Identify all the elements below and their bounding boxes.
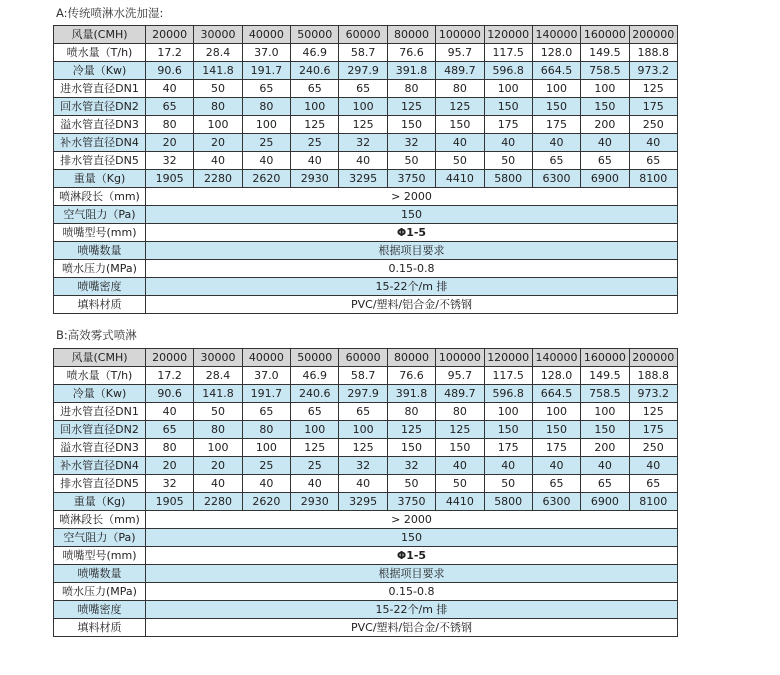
data-cell: 100: [339, 421, 387, 439]
data-cell: 32: [339, 457, 387, 475]
row-label: 冷量（Kw): [54, 62, 146, 80]
data-cell: 758.5: [581, 62, 629, 80]
row-label: 溢水管直径DN3: [54, 439, 146, 457]
data-cell: 100: [194, 116, 242, 134]
data-cell: 200: [581, 439, 629, 457]
span-value: Φ1-5: [146, 224, 678, 242]
data-cell: 2280: [194, 493, 242, 511]
data-cell: 32: [387, 457, 435, 475]
span-row: [54, 619, 678, 637]
data-cell: 150: [581, 98, 629, 116]
data-cell: 40: [339, 152, 387, 170]
data-cell: 100: [484, 403, 532, 421]
data-cell: 80: [387, 403, 435, 421]
data-cell: 76.6: [387, 367, 435, 385]
data-cell: 65: [291, 403, 339, 421]
data-cell: 8100: [629, 493, 677, 511]
span-label: 喷水压力(MPa): [54, 583, 146, 601]
data-cell: 2620: [242, 493, 290, 511]
data-cell: 149.5: [581, 44, 629, 62]
data-cell: 80: [387, 80, 435, 98]
data-cell: 28.4: [194, 367, 242, 385]
data-cell: 40: [629, 457, 677, 475]
span-row: [54, 511, 678, 529]
data-cell: 150: [436, 116, 484, 134]
data-cell: 191.7: [242, 385, 290, 403]
table-row: [54, 98, 678, 116]
data-cell: 664.5: [532, 385, 580, 403]
span-row: [54, 188, 678, 206]
data-cell: 40: [436, 134, 484, 152]
data-cell: 250: [629, 439, 677, 457]
header-cell: 160000: [581, 26, 629, 44]
data-cell: 80: [436, 80, 484, 98]
data-cell: 50: [484, 475, 532, 493]
data-cell: 6900: [581, 170, 629, 188]
table-row: [54, 367, 678, 385]
row-label: 补水管直径DN4: [54, 457, 146, 475]
span-label: 填料材质: [54, 619, 146, 637]
span-row: [54, 224, 678, 242]
data-cell: 80: [242, 421, 290, 439]
data-cell: 46.9: [291, 44, 339, 62]
data-cell: 32: [146, 152, 194, 170]
data-cell: 65: [629, 152, 677, 170]
data-cell: 25: [242, 134, 290, 152]
data-cell: 80: [436, 403, 484, 421]
data-cell: 65: [339, 403, 387, 421]
table-row: [54, 44, 678, 62]
data-cell: 141.8: [194, 62, 242, 80]
data-cell: 125: [291, 439, 339, 457]
span-value: 15-22个/m 排: [146, 601, 678, 619]
header-cell: 50000: [291, 26, 339, 44]
header-cell: 60000: [339, 349, 387, 367]
data-cell: 100: [242, 116, 290, 134]
data-cell: 58.7: [339, 44, 387, 62]
table-row: [54, 475, 678, 493]
row-label: 溢水管直径DN3: [54, 116, 146, 134]
data-cell: 100: [339, 98, 387, 116]
data-cell: 150: [387, 439, 435, 457]
data-cell: 80: [194, 421, 242, 439]
table-row: [54, 170, 678, 188]
data-cell: 100: [581, 403, 629, 421]
span-label: 喷嘴密度: [54, 278, 146, 296]
data-cell: 125: [291, 116, 339, 134]
table-row: [54, 152, 678, 170]
data-cell: 40: [291, 152, 339, 170]
data-cell: 40: [194, 152, 242, 170]
data-cell: 2280: [194, 170, 242, 188]
header-cell: 40000: [242, 26, 290, 44]
data-cell: 17.2: [146, 367, 194, 385]
data-cell: 2620: [242, 170, 290, 188]
data-cell: 65: [581, 475, 629, 493]
data-cell: 125: [629, 403, 677, 421]
span-value: 0.15-0.8: [146, 260, 678, 278]
data-cell: 191.7: [242, 62, 290, 80]
row-label: 回水管直径DN2: [54, 98, 146, 116]
data-cell: 125: [339, 439, 387, 457]
data-cell: 50: [436, 152, 484, 170]
span-value: 150: [146, 206, 678, 224]
data-cell: 80: [194, 98, 242, 116]
span-label: 喷嘴密度: [54, 601, 146, 619]
span-row: [54, 206, 678, 224]
data-cell: 100: [291, 98, 339, 116]
data-cell: 100: [532, 403, 580, 421]
span-value: 0.15-0.8: [146, 583, 678, 601]
data-cell: 32: [387, 134, 435, 152]
span-label: 喷嘴数量: [54, 242, 146, 260]
data-cell: 65: [242, 403, 290, 421]
data-cell: 40: [436, 457, 484, 475]
table-row: [54, 439, 678, 457]
data-cell: 40: [532, 134, 580, 152]
data-cell: 117.5: [484, 44, 532, 62]
row-label: 冷量（Kw): [54, 385, 146, 403]
header-cell: 120000: [484, 349, 532, 367]
data-cell: 175: [629, 98, 677, 116]
data-cell: 32: [146, 475, 194, 493]
data-cell: 175: [484, 439, 532, 457]
data-cell: 25: [291, 134, 339, 152]
header-cell: 50000: [291, 349, 339, 367]
data-cell: 297.9: [339, 62, 387, 80]
header-cell: 140000: [532, 26, 580, 44]
data-cell: 100: [291, 421, 339, 439]
span-row: [54, 278, 678, 296]
data-cell: 50: [484, 152, 532, 170]
data-cell: 40: [581, 134, 629, 152]
table-row: [54, 385, 678, 403]
data-cell: 50: [436, 475, 484, 493]
header-cell: 30000: [194, 349, 242, 367]
data-cell: 37.0: [242, 367, 290, 385]
data-cell: 40: [194, 475, 242, 493]
data-cell: 391.8: [387, 385, 435, 403]
data-cell: 65: [146, 421, 194, 439]
data-cell: 150: [484, 98, 532, 116]
row-label: 回水管直径DN2: [54, 421, 146, 439]
row-label: 排水管直径DN5: [54, 475, 146, 493]
data-cell: 2930: [291, 170, 339, 188]
data-cell: 6300: [532, 493, 580, 511]
header-cell: 200000: [629, 26, 677, 44]
data-cell: 40: [242, 475, 290, 493]
data-cell: 141.8: [194, 385, 242, 403]
row-label: 排水管直径DN5: [54, 152, 146, 170]
data-cell: 149.5: [581, 367, 629, 385]
header-cell: 60000: [339, 26, 387, 44]
data-cell: 150: [532, 421, 580, 439]
table-row: [54, 116, 678, 134]
data-cell: 240.6: [291, 62, 339, 80]
data-cell: 175: [532, 439, 580, 457]
span-value: 150: [146, 529, 678, 547]
data-cell: 150: [436, 439, 484, 457]
data-cell: 3295: [339, 493, 387, 511]
span-value: > 2000: [146, 188, 678, 206]
data-cell: 40: [484, 457, 532, 475]
header-row: [54, 349, 678, 367]
table-row: [54, 403, 678, 421]
span-row: [54, 583, 678, 601]
span-label: 空气阻力（Pa): [54, 206, 146, 224]
data-cell: 65: [291, 80, 339, 98]
data-cell: 489.7: [436, 62, 484, 80]
data-cell: 17.2: [146, 44, 194, 62]
row-label: 喷水量（T/h): [54, 367, 146, 385]
data-cell: 596.8: [484, 62, 532, 80]
data-cell: 50: [387, 475, 435, 493]
span-value: PVC/塑料/铝合金/不锈钢: [146, 296, 678, 314]
header-cell: 200000: [629, 349, 677, 367]
data-cell: 95.7: [436, 367, 484, 385]
data-cell: 65: [339, 80, 387, 98]
data-cell: 758.5: [581, 385, 629, 403]
data-cell: 188.8: [629, 367, 677, 385]
data-cell: 40: [242, 152, 290, 170]
data-cell: 40: [484, 134, 532, 152]
data-cell: 5800: [484, 170, 532, 188]
data-cell: 20: [146, 457, 194, 475]
data-cell: 2930: [291, 493, 339, 511]
table-row: [54, 493, 678, 511]
data-cell: 80: [146, 439, 194, 457]
section-title-a: A:传统喷淋水洗加湿:: [56, 6, 164, 20]
header-label: 风量(CMH): [54, 349, 146, 367]
span-row: [54, 547, 678, 565]
data-cell: 250: [629, 116, 677, 134]
data-cell: 50: [194, 403, 242, 421]
data-cell: 90.6: [146, 385, 194, 403]
span-label: 喷淋段长（mm): [54, 511, 146, 529]
data-cell: 40: [146, 403, 194, 421]
data-cell: 1905: [146, 493, 194, 511]
data-cell: 150: [532, 98, 580, 116]
data-cell: 117.5: [484, 367, 532, 385]
data-cell: 40: [629, 134, 677, 152]
section-title-b: B:高效雾式喷淋: [56, 328, 137, 342]
data-cell: 20: [146, 134, 194, 152]
table-row: [54, 134, 678, 152]
data-cell: 46.9: [291, 367, 339, 385]
data-cell: 200: [581, 116, 629, 134]
header-cell: 20000: [146, 349, 194, 367]
header-cell: 120000: [484, 26, 532, 44]
header-cell: 140000: [532, 349, 580, 367]
data-cell: 125: [436, 98, 484, 116]
data-cell: 32: [339, 134, 387, 152]
span-value: > 2000: [146, 511, 678, 529]
header-cell: 30000: [194, 26, 242, 44]
span-row: [54, 296, 678, 314]
data-cell: 65: [532, 475, 580, 493]
row-label: 补水管直径DN4: [54, 134, 146, 152]
data-cell: 6900: [581, 493, 629, 511]
header-label: 风量(CMH): [54, 26, 146, 44]
data-cell: 95.7: [436, 44, 484, 62]
header-cell: 100000: [436, 26, 484, 44]
data-cell: 973.2: [629, 385, 677, 403]
data-cell: 175: [629, 421, 677, 439]
header-cell: 80000: [387, 349, 435, 367]
data-cell: 65: [581, 152, 629, 170]
data-cell: 50: [194, 80, 242, 98]
data-cell: 125: [387, 98, 435, 116]
data-cell: 28.4: [194, 44, 242, 62]
data-cell: 128.0: [532, 44, 580, 62]
data-cell: 297.9: [339, 385, 387, 403]
table-row: [54, 421, 678, 439]
data-cell: 175: [484, 116, 532, 134]
data-cell: 125: [629, 80, 677, 98]
header-cell: 40000: [242, 349, 290, 367]
header-cell: 80000: [387, 26, 435, 44]
data-cell: 100: [581, 80, 629, 98]
data-cell: 150: [484, 421, 532, 439]
data-cell: 50: [387, 152, 435, 170]
data-cell: 3295: [339, 170, 387, 188]
row-label: 进水管直径DN1: [54, 80, 146, 98]
table-row: [54, 62, 678, 80]
data-cell: 175: [532, 116, 580, 134]
data-cell: 40: [339, 475, 387, 493]
data-cell: 5800: [484, 493, 532, 511]
data-cell: 150: [581, 421, 629, 439]
span-label: 空气阻力（Pa): [54, 529, 146, 547]
data-cell: 125: [339, 116, 387, 134]
data-cell: 65: [629, 475, 677, 493]
table-row: [54, 80, 678, 98]
data-cell: 100: [484, 80, 532, 98]
header-row: [54, 26, 678, 44]
data-cell: 128.0: [532, 367, 580, 385]
data-cell: 489.7: [436, 385, 484, 403]
data-cell: 25: [291, 457, 339, 475]
data-cell: 664.5: [532, 62, 580, 80]
span-row: [54, 242, 678, 260]
data-cell: 973.2: [629, 62, 677, 80]
data-cell: 40: [532, 457, 580, 475]
data-cell: 37.0: [242, 44, 290, 62]
data-cell: 40: [146, 80, 194, 98]
span-row: [54, 529, 678, 547]
data-cell: 65: [532, 152, 580, 170]
data-cell: 76.6: [387, 44, 435, 62]
span-label: 填料材质: [54, 296, 146, 314]
data-cell: 125: [387, 421, 435, 439]
span-row: [54, 260, 678, 278]
span-row: [54, 565, 678, 583]
spec-table-b: [53, 348, 678, 637]
data-cell: 20: [194, 134, 242, 152]
header-cell: 20000: [146, 26, 194, 44]
span-label: 喷嘴型号(mm): [54, 547, 146, 565]
data-cell: 100: [532, 80, 580, 98]
span-label: 喷淋段长（mm): [54, 188, 146, 206]
data-cell: 4410: [436, 170, 484, 188]
span-value: Φ1-5: [146, 547, 678, 565]
data-cell: 3750: [387, 170, 435, 188]
row-label: 重量（Kg): [54, 493, 146, 511]
span-value: PVC/塑料/铝合金/不锈钢: [146, 619, 678, 637]
data-cell: 80: [242, 98, 290, 116]
data-cell: 100: [194, 439, 242, 457]
span-value: 根据项目要求: [146, 242, 678, 260]
table-row: [54, 457, 678, 475]
row-label: 喷水量（T/h): [54, 44, 146, 62]
span-label: 喷水压力(MPa): [54, 260, 146, 278]
data-cell: 240.6: [291, 385, 339, 403]
data-cell: 1905: [146, 170, 194, 188]
data-cell: 150: [387, 116, 435, 134]
data-cell: 596.8: [484, 385, 532, 403]
data-cell: 20: [194, 457, 242, 475]
row-label: 重量（Kg): [54, 170, 146, 188]
data-cell: 25: [242, 457, 290, 475]
span-label: 喷嘴数量: [54, 565, 146, 583]
data-cell: 100: [242, 439, 290, 457]
data-cell: 6300: [532, 170, 580, 188]
data-cell: 188.8: [629, 44, 677, 62]
data-cell: 80: [146, 116, 194, 134]
data-cell: 40: [581, 457, 629, 475]
data-cell: 40: [291, 475, 339, 493]
span-value: 根据项目要求: [146, 565, 678, 583]
data-cell: 65: [146, 98, 194, 116]
data-cell: 65: [242, 80, 290, 98]
data-cell: 58.7: [339, 367, 387, 385]
span-row: [54, 601, 678, 619]
data-cell: 125: [436, 421, 484, 439]
data-cell: 90.6: [146, 62, 194, 80]
row-label: 进水管直径DN1: [54, 403, 146, 421]
span-value: 15-22个/m 排: [146, 278, 678, 296]
data-cell: 4410: [436, 493, 484, 511]
data-cell: 8100: [629, 170, 677, 188]
span-label: 喷嘴型号(mm): [54, 224, 146, 242]
header-cell: 100000: [436, 349, 484, 367]
data-cell: 391.8: [387, 62, 435, 80]
header-cell: 160000: [581, 349, 629, 367]
spec-table-a: [53, 25, 678, 314]
data-cell: 3750: [387, 493, 435, 511]
